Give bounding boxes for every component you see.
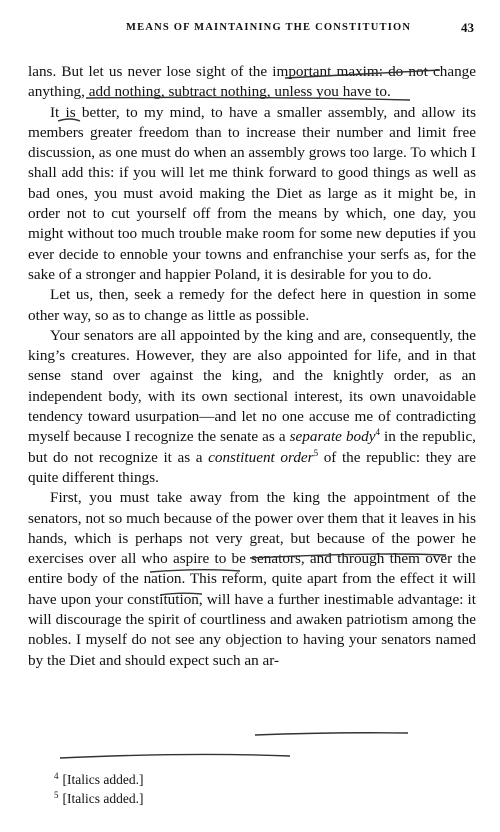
paragraph-4-text-b: in the republic, but do not recognize it as a xyxy=(28,428,476,466)
footnote-ref-5: 5 xyxy=(313,447,319,458)
paragraph-2: It is better, to my mind, to have a smaller assembly, and allow its members greater freedom than to increase their number and limit free discussion, as one must do when an assembly grows too large. To which I shall add this: if you will let me think forward to good things as well as bad ones, you must avoid making the Diet as large as it might be, in order not to cut yourself off from the means by which, one day, you might without too much trouble make room for some new deputies if you ever decide to ennoble your towns and enfranchise your serfs as, for the sake of a stronger and happier Poland, it is desirable for you to do. xyxy=(28,103,476,283)
italic-constituent-order: constituent order xyxy=(208,448,314,466)
footnote-5 xyxy=(54,789,143,808)
footnote-5-text: [Italics added.] xyxy=(62,791,144,806)
footnote-4-text: [Italics added.] xyxy=(62,772,144,787)
footnotes xyxy=(54,770,143,808)
running-head-title: MEANS OF MAINTAINING THE CONSTITUTION xyxy=(126,22,412,33)
running-head xyxy=(26,20,474,38)
paragraph-1: lans. But let us never lose sight of the important maxim: do not change anything, add nothing, subtract nothing, unless you have to. xyxy=(28,63,476,101)
handwritten-underline-senators-named xyxy=(60,754,290,758)
footnote-4-mark: 4 xyxy=(54,770,59,781)
body-text xyxy=(28,62,476,671)
paragraph-4 xyxy=(28,326,476,488)
paragraph-3: Let us, then, seek a remedy for the defect here in question in some other way, so as to change as little as possible. xyxy=(28,286,476,324)
footnote-ref-4: 4 xyxy=(375,427,380,438)
italic-separate-body: separate body xyxy=(289,428,376,446)
paragraph-5: First, you must take away from the king the appointment of the senators, not so much because of the power over them that it leaves in his hands, which is perhaps not very great, but because of the power he exercises over all who aspire to be senators, and through them over the entire body of the nation. This reform, quite apart from the effect it will have upon your constitution, will have a further inestimable advantage: it will discourage the spirit of courtliness and awaken patriotism among the nobles. I myself do not see any objection to having your senators named by the Diet and should expect such an ar- xyxy=(28,489,476,669)
paragraph-4-text-a: Your senators are all appointed by the king and are, consequently, the king’s creatures. However, they are also appointed for life, and in that sense stand over against the king, and the knightly order, as an independent body, with its own sectional interest, its own unavoidable tendency toward usurpation—and let no one accuse me of contradicting myself because I recognize the senate as a xyxy=(28,326,476,446)
handwritten-underline-objection xyxy=(255,733,408,735)
footnote-4 xyxy=(54,770,143,789)
paragraph-4-text-c: of the republic: they are quite different things. xyxy=(28,448,476,486)
page-number: 43 xyxy=(461,20,474,35)
footnote-5-mark: 5 xyxy=(54,789,59,800)
